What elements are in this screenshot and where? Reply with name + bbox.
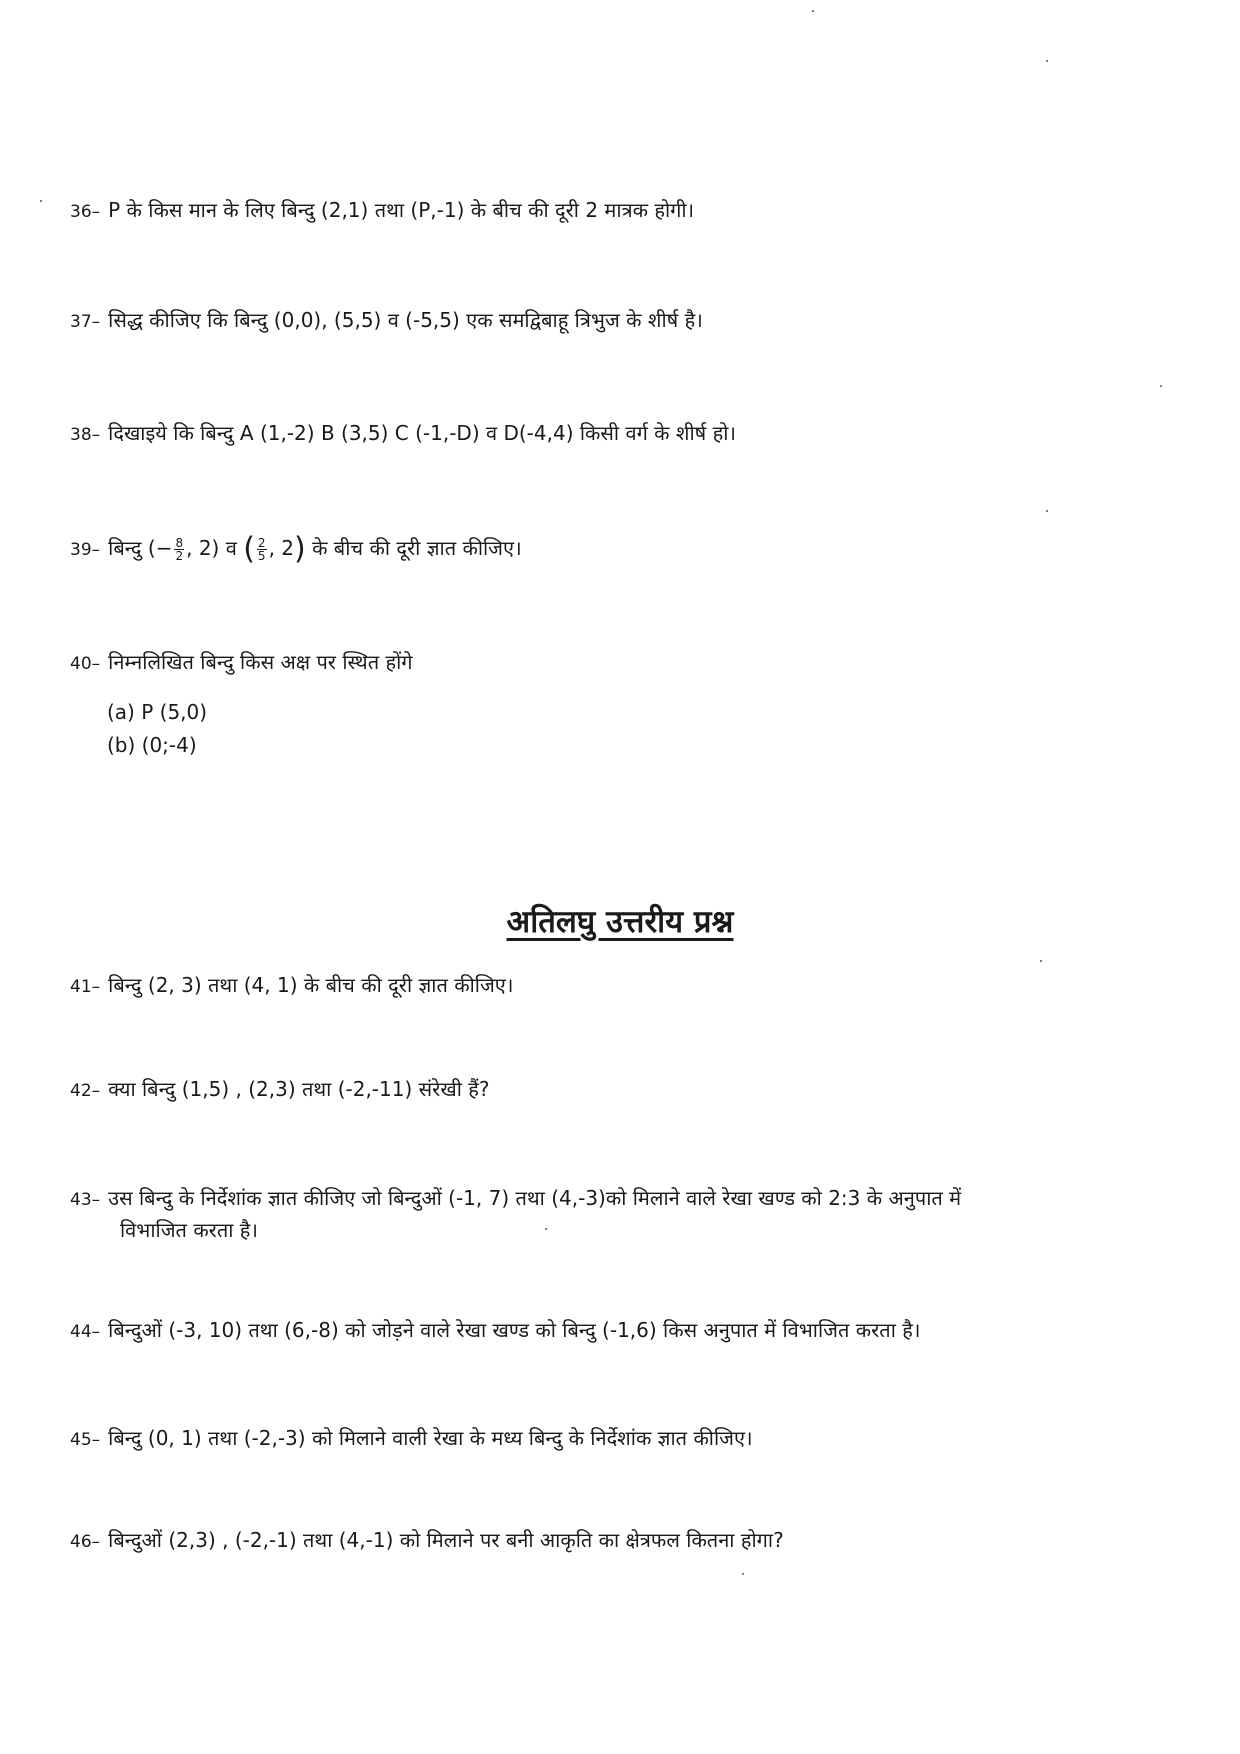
question-number: 39– — [70, 540, 101, 560]
q39-after-fraction: , 2 — [268, 536, 295, 560]
question-36 — [70, 195, 694, 227]
fraction-denominator: 5 — [257, 549, 266, 563]
question-text-continuation: विभाजित करता है। — [120, 1218, 258, 1242]
question-text: उस बिन्दु के निर्देशांक ज्ञात कीजिए जो बिन्दुओं (-1, 7) तथा (4,-3)को मिलाने वाले रेखा खण्ड को 2:3 के अनुपात में — [108, 1186, 962, 1210]
question-text: सिद्ध कीजिए कि बिन्दु (0,0), (5,5) व (-5,5) एक समद्विबाहू त्रिभुज के शीर्ष है। — [108, 308, 703, 332]
fraction-numerator: 2 — [257, 536, 266, 550]
question-number: 46– — [70, 1532, 101, 1552]
section-heading: अतिलघु उत्तरीय प्रश्न — [506, 904, 734, 940]
fraction — [257, 537, 267, 562]
question-number: 38– — [70, 425, 101, 445]
scan-speck — [40, 200, 42, 202]
question-text: दिखाइये कि बिन्दु A (1,-2) B (3,5) C (-1,-D) व D(-4,4) किसी वर्ग के शीर्ष हो। — [108, 421, 736, 445]
q39-suffix: के बीच की दूरी ज्ञात कीजिए। — [312, 536, 522, 560]
question-41 — [70, 970, 513, 1002]
question-39 — [70, 533, 522, 565]
open-paren: ( — [243, 531, 255, 567]
question-38 — [70, 418, 736, 450]
question-number: 44– — [70, 1322, 101, 1342]
question-text: बिन्दु (0, 1) तथा (-2,-3) को मिलाने वाली रेखा के मध्य बिन्दु के निर्देशांक ज्ञात कीजिए। — [108, 1426, 753, 1450]
question-40 — [70, 647, 413, 679]
question-42 — [70, 1074, 489, 1106]
fraction-numerator: 8 — [175, 536, 184, 550]
question-number: 37– — [70, 312, 101, 332]
question-number: 43– — [70, 1190, 101, 1210]
question-text: बिन्दुओं (2,3) , (-2,-1) तथा (4,-1) को मिलाने पर बनी आकृति का क्षेत्रफल कितना होगा? — [108, 1528, 784, 1552]
q39-mid: , 2) व — [186, 536, 237, 560]
question-text: बिन्दुओं (-3, 10) तथा (6,-8) को जोड़ने वाले रेखा खण्ड को बिन्दु (-1,6) किस अनुपात में विभाजित करता है। — [108, 1318, 921, 1342]
scan-speck — [1160, 385, 1162, 387]
scan-speck — [545, 1228, 547, 1230]
question-text: P के किस मान के लिए बिन्दु (2,1) तथा (P,-1) के बीच की दूरी 2 मात्रक होगी। — [108, 198, 695, 222]
question-number: 45– — [70, 1430, 101, 1450]
question-number: 42– — [70, 1081, 101, 1101]
question-text: निम्नलिखित बिन्दु किस अक्ष पर स्थित होंगे — [108, 650, 413, 674]
question-number: 36– — [70, 202, 101, 222]
question-46 — [70, 1525, 784, 1557]
question-45 — [70, 1423, 753, 1455]
question-44 — [70, 1315, 920, 1347]
sub-option-a: (a) P (5,0) — [107, 700, 208, 724]
scan-speck — [1046, 60, 1048, 62]
question-number: 41– — [70, 977, 101, 997]
question-number: 40– — [70, 654, 101, 674]
fraction-denominator: 2 — [175, 549, 184, 563]
question-text: बिन्दु (2, 3) तथा (4, 1) के बीच की दूरी ज्ञात कीजिए। — [108, 973, 514, 997]
scan-speck — [742, 1573, 744, 1575]
fraction — [174, 537, 184, 562]
close-paren: ) — [294, 531, 306, 567]
scan-speck — [1046, 510, 1048, 512]
scan-speck — [1040, 960, 1042, 962]
question-43 — [70, 1183, 1190, 1245]
scan-speck — [812, 10, 814, 12]
question-text: क्या बिन्दु (1,5) , (2,3) तथा (-2,-11) संरेखी हैं? — [108, 1077, 490, 1101]
sub-option-b: (b) (0;-4) — [107, 733, 197, 757]
q39-prefix: बिन्दु (− — [108, 536, 173, 560]
question-37 — [70, 305, 703, 337]
